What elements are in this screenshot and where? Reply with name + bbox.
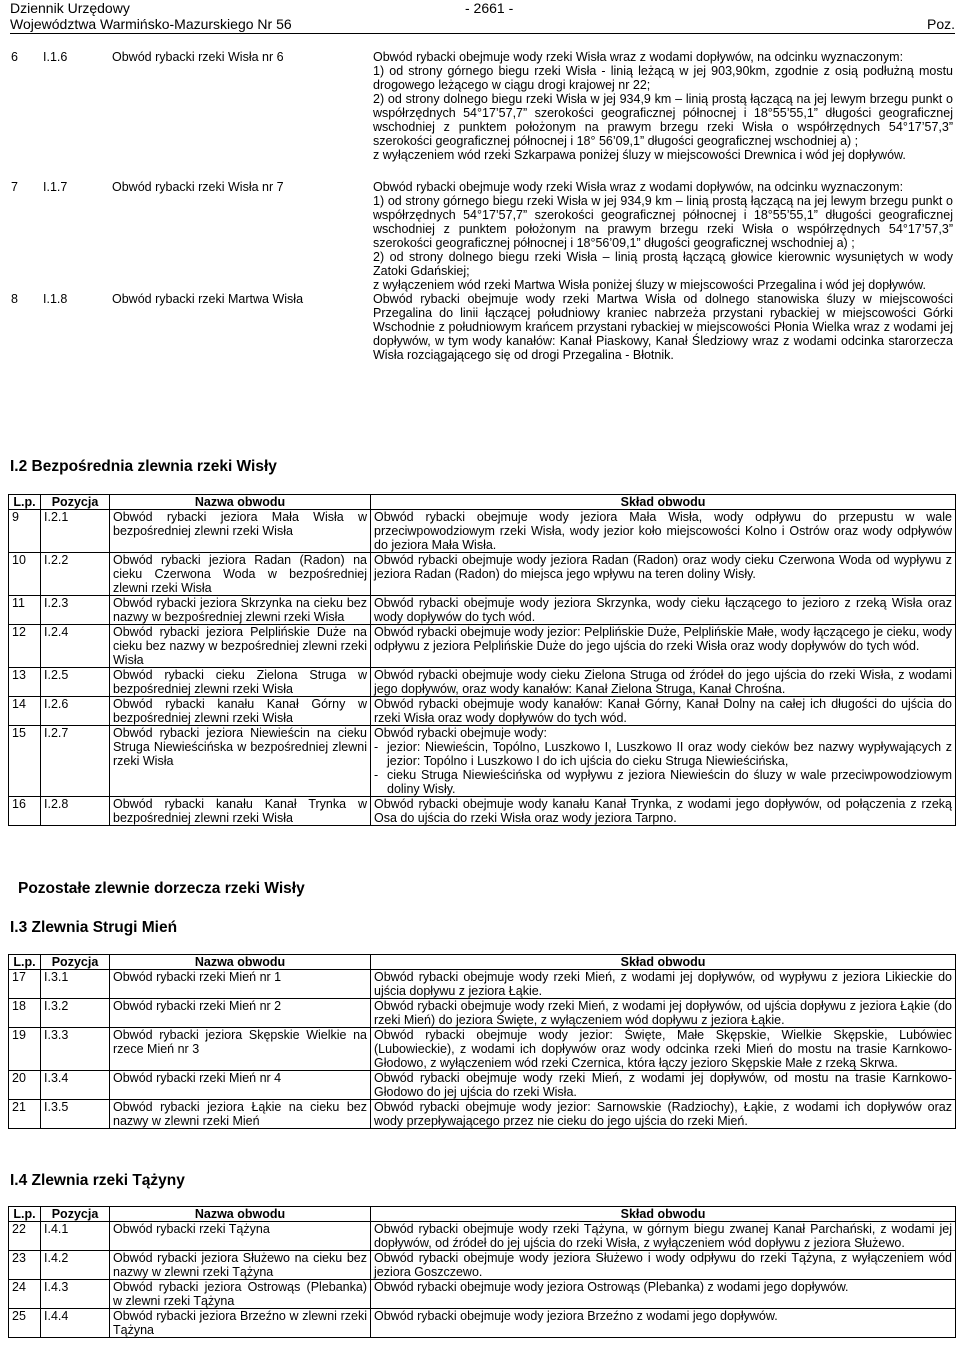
cell-name: Obwód rybacki jeziora Mała Wisła w bezpośredniej zlewni rzeki Wisła — [110, 510, 371, 553]
cell-lp: 25 — [9, 1309, 41, 1338]
cell-pos: I.4.2 — [41, 1251, 110, 1280]
header-name: Nazwa obwodu — [110, 1207, 371, 1222]
cell-pos: I.2.2 — [41, 553, 110, 596]
desc-line: Obwód rybacki obejmuje wody rzeki Wisła wraz z wodami dopływów, na odcinku wyznaczonym: — [373, 180, 904, 194]
desc-line: 2) od strony dolnego biegu rzeki Wisła w jej 934,9 km – linią prostą łączącą na jej lewym brzegu punkt o współrzędnych 54°17’57,7” szerokości geograficznej północnej i 18°55’55,1” długości geograficznej wschodniej z punktem położonym na prawym brzegu rzeki Wisła o współrzędnych 54°17’57,3” szerokości geograficznej północnej i 18° 56’09,1” długości geograficznej wschodniej a) ; — [373, 92, 953, 148]
desc-line: z wyłączeniem wód rzeki Szkarpawa poniżej śluzy w miejscowości Drewnica i wód jej dopływów. — [373, 148, 906, 162]
desc-item: - jezior: Niewieścin, Topólno, Luszkowo I, Luszkowo II oraz wody cieków bez nazwy wypływających z jezior: Topólno i Luszkowo I do ich ujścia do cieku Struga Niewieścińska, — [374, 740, 952, 768]
header-pos: Pozycja — [41, 955, 110, 970]
cell-lp: 22 — [9, 1222, 41, 1251]
cell-pos: I.2.4 — [41, 625, 110, 668]
poz-label: Poz. — [926, 16, 955, 32]
cell-name: Obwód rybacki jeziora Pelplińskie Duże na cieku bez nazwy w bezpośredniej zlewni rzeki Wisła — [110, 625, 371, 668]
journal-title: Dziennik Urzędowy — [10, 0, 130, 16]
cell-name: Obwód rybacki jeziora Służewo na cieku bez nazwy w zlewni rzeki Tążyna — [110, 1251, 371, 1280]
desc-line: 2) od strony dolnego biegu rzeki Wisła – linią prostą łączącą głowice kierownic wysuniętych w wody Zatoki Gdańskiej; — [373, 250, 953, 278]
cell-name: Obwód rybacki kanału Kanał Trynka w bezpośredniej zlewni rzeki Wisła — [110, 797, 371, 826]
section-title-other: Pozostałe zlewnie dorzecza rzeki Wisły — [18, 880, 305, 897]
cell-pos: I.2.6 — [41, 697, 110, 726]
section-title-i4: I.4 Zlewnia rzeki Tążyny — [10, 1172, 185, 1189]
table-row — [9, 1280, 956, 1309]
cell-lp: 18 — [9, 999, 41, 1028]
cell-lp: 14 — [9, 697, 41, 726]
cell-lp: 19 — [9, 1028, 41, 1071]
table-i4 — [8, 1206, 956, 1338]
voivodeship-title: Województwa Warmińsko-Mazurskiego Nr 56 — [10, 16, 292, 32]
table-row — [9, 596, 956, 625]
table-row — [9, 668, 956, 697]
cell-lp: 9 — [9, 510, 41, 553]
table-header-row — [9, 495, 956, 510]
cell-desc — [370, 180, 956, 292]
cell-desc: Obwód rybacki obejmuje wody jeziora Ostrowąs (Plebanka) z wodami jego dopływów. — [371, 1280, 956, 1309]
table-row — [9, 625, 956, 668]
cell-lp: 20 — [9, 1071, 41, 1100]
cell-pos: I.4.1 — [41, 1222, 110, 1251]
header-desc: Skład obwodu — [371, 1207, 956, 1222]
cell-desc: Obwód rybacki obejmuje wody rzeki Mień, z wodami jej dopływów, od wypływu z jeziora Likieckie do ujścia dopływu z jeziora Łąkie. — [371, 970, 956, 999]
desc-intro: Obwód rybacki obejmuje wody: — [374, 726, 547, 740]
table-i1 — [8, 50, 956, 362]
table-row — [9, 1028, 956, 1071]
header-pos: Pozycja — [41, 1207, 110, 1222]
header-name: Nazwa obwodu — [110, 955, 371, 970]
table-row — [9, 1309, 956, 1338]
cell-desc: Obwód rybacki obejmuje wody jezior: Święte, Małe Skępskie, Wielkie Skępskie, Lubówiec (Lubowieckie), z wodami ich dopływów oraz wody odcinka rzeki Mień do mostu na trasie Karnkowo-Głodowo, z wyłączeniem wód rzeki Czernica, która łączy jezioro Skępskie Małe z rzeką Skrwa. — [371, 1028, 956, 1071]
table-row — [9, 1100, 956, 1129]
cell-pos: I.4.4 — [41, 1309, 110, 1338]
table-row — [9, 697, 956, 726]
cell-pos: I.3.4 — [41, 1071, 110, 1100]
cell-lp: 10 — [9, 553, 41, 596]
cell-desc: Obwód rybacki obejmuje wody jeziora Brzeźno z wodami jego dopływów. — [371, 1309, 956, 1338]
desc-line: z wyłączeniem wód rzeki Martwa Wisła poniżej śluzy w miejscowości Przegalina i wód jej dopływów. — [373, 278, 926, 292]
table-i3 — [8, 954, 956, 1129]
cell-name: Obwód rybacki rzeki Mień nr 1 — [110, 970, 371, 999]
cell-lp: 12 — [9, 625, 41, 668]
desc-line: 1) od strony górnego biegu rzeki Wisła w jej 934,9 km – linią prostą łączącą na jej lewym brzegu punkt o współrzędnych 54°17’57,7” szerokości geograficznej północnej i 18°55’55,1” długości geograficznej wschodniej z punktem położonym na prawym brzegu rzeki Wisła o współrzędnych 54°17’57,3” szerokości geograficznej północnej i 18°56’09,1” długości geograficznej wschodniej a) ; — [373, 194, 953, 250]
cell-desc: Obwód rybacki obejmuje wody jezior: Pelplińskie Duże, Pelplińskie Małe, wody łączącego je cieku, wody odpływu z jeziora Pelplińskie Duże do jego ujścia do rzeki Wisła oraz wody dopływów do tych wód. — [371, 625, 956, 668]
cell-desc: Obwód rybacki obejmuje wody rzeki Mień, z wodami jej dopływów, od mostu na trasie Karnkowo-Głodowo do jej ujścia do rzeki Wisła. — [371, 1071, 956, 1100]
cell-name: Obwód rybacki rzeki Tążyna — [110, 1222, 371, 1251]
cell-pos: I.3.1 — [41, 970, 110, 999]
cell-name: Obwód rybacki jeziora Skrzynka na cieku bez nazwy w bezpośredniej zlewni rzeki Wisła — [110, 596, 371, 625]
table-row — [9, 1251, 956, 1280]
cell-name: Obwód rybacki jeziora Łąkie na cieku bez nazwy w zlewni rzeki Mień — [110, 1100, 371, 1129]
cell-desc: Obwód rybacki obejmuje wody jeziora Skrzynka, wody cieku łączącego to jezioro z rzeką Wisła oraz wody dopływów do tych wód. — [371, 596, 956, 625]
desc-item: - cieku Struga Niewieścińska od wypływu z jeziora Niewieścin do śluzy w wale przeciwpowodziowym doliny Wisły. — [374, 768, 952, 796]
table-row — [9, 999, 956, 1028]
header-desc: Skład obwodu — [371, 955, 956, 970]
cell-desc: Obwód rybacki obejmuje wody jezior: Sarnowskie (Radziochy), Łąkie, z wodami ich dopływów oraz wody przepływającego przez nie cieku do jego ujścia do rzeki Mień. — [371, 1100, 956, 1129]
cell-desc: Obwód rybacki obejmuje wody jeziora Radan (Radon) oraz wody cieku Czerwona Woda od wypływu z jeziora Radan (Radon) do miejsca jego wpływu na teren doliny Wisły. — [371, 553, 956, 596]
cell-desc: Obwód rybacki obejmuje wody jeziora Mała Wisła, wody odpływu do przepustu w wale przeciwpowodziowym rzeki Wisła, wody jezior koło miejscowości Kolno i Ostrów oraz wody odpływów do jeziora Mała Wisła. — [371, 510, 956, 553]
header-lp: L.p. — [9, 955, 41, 970]
cell-pos: I.1.6 — [43, 50, 68, 64]
cell-lp: 21 — [9, 1100, 41, 1129]
cell-desc: Obwód rybacki obejmuje wody cieku Zielona Struga od źródeł do jego ujścia do rzeki Wisła, z wodami jego dopływów, oraz wody kanałów: Kanał Zielona Struga, Kanał Chrośna. — [371, 668, 956, 697]
cell-pos: I.3.2 — [41, 999, 110, 1028]
cell-name: Obwód rybacki kanału Kanał Górny w bezpośredniej zlewni rzeki Wisła — [110, 697, 371, 726]
cell-lp: 24 — [9, 1280, 41, 1309]
cell-lp: 13 — [9, 668, 41, 697]
cell-pos: I.2.1 — [41, 510, 110, 553]
cell-desc — [370, 292, 956, 362]
table-row — [8, 50, 956, 180]
cell-pos: I.2.5 — [41, 668, 110, 697]
desc-line: 1) od strony górnego biegu rzeki Wisła - linią leżącą w jej 903,90km, zgodnie z osią podłużną mostu drogowego leżącego w ciągu drogi krajowej nr 22; — [373, 64, 953, 92]
header-lp: L.p. — [9, 495, 41, 510]
table-row — [9, 726, 956, 797]
table-row — [8, 180, 956, 292]
cell-desc: Obwód rybacki obejmuje wody rzeki Mień, z wodami jej dopływów, od ujścia dopływu z jeziora Łąkie (do rzeki Mień) do jeziora Święte, z wyłączeniem wód dopływu z jeziora Łąkie. — [371, 999, 956, 1028]
cell-desc: Obwód rybacki obejmuje wody jeziora Służewo i wody odpływu do rzeki Tążyna, z wyłączeniem wód jeziora Goszczewo. — [371, 1251, 956, 1280]
desc-line: Obwód rybacki obejmuje wody rzeki Wisła wraz z wodami dopływów, na odcinku wyznaczonym: — [373, 50, 904, 64]
cell-name: Obwód rybacki rzeki Mień nr 2 — [110, 999, 371, 1028]
cell-name: Obwód rybacki rzeki Mień nr 4 — [110, 1071, 371, 1100]
table-row — [9, 797, 956, 826]
cell-desc — [371, 726, 956, 797]
cell-name: Obwód rybacki jeziora Skępskie Wielkie na rzece Mień nr 3 — [110, 1028, 371, 1071]
table-header-row — [9, 1207, 956, 1222]
header-pos: Pozycja — [41, 495, 110, 510]
table-i2 — [8, 494, 956, 826]
cell-pos: I.2.8 — [41, 797, 110, 826]
table-row — [8, 292, 956, 362]
cell-name: Obwód rybacki jeziora Radan (Radon) na cieku Czerwona Woda w bezpośredniej zlewni rzeki Wisła — [110, 553, 371, 596]
cell-lp: 8 — [11, 292, 18, 306]
cell-name: Obwód rybacki jeziora Brzeźno w zlewni rzeki Tążyna — [110, 1309, 371, 1338]
cell-pos: I.2.3 — [41, 596, 110, 625]
table-row — [9, 1222, 956, 1251]
section-title-i2: I.2 Bezpośrednia zlewnia rzeki Wisły — [10, 458, 277, 475]
cell-lp: 6 — [11, 50, 18, 64]
cell-pos: I.1.7 — [43, 180, 68, 194]
cell-name: Obwód rybacki cieku Zielona Struga w bezpośredniej zlewni rzeki Wisła — [110, 668, 371, 697]
cell-desc: Obwód rybacki obejmuje wody kanałów: Kanał Górny, Kanał Dolny na całej ich długości do ujścia do rzeki Wisła oraz wody dopływów do tych wód. — [371, 697, 956, 726]
section-title-i3: I.3 Zlewnia Strugi Mień — [10, 919, 178, 936]
header-desc: Skład obwodu — [371, 495, 956, 510]
table-row — [9, 970, 956, 999]
cell-lp: 23 — [9, 1251, 41, 1280]
cell-pos: I.3.5 — [41, 1100, 110, 1129]
header-lp: L.p. — [9, 1207, 41, 1222]
page-number: - 2661 - — [465, 0, 514, 16]
cell-desc: Obwód rybacki obejmuje wody kanału Kanał Trynka, z wodami jego dopływów, od połączenia z rzeką Osa do ujścia do rzeki Wisła oraz wody jeziora Tarpno. — [371, 797, 956, 826]
cell-name: Obwód rybacki rzeki Wisła nr 6 — [112, 50, 284, 64]
table-row — [9, 553, 956, 596]
table-header-row — [9, 955, 956, 970]
cell-lp: 7 — [11, 180, 18, 194]
cell-pos: I.1.8 — [43, 292, 68, 306]
cell-name: Obwód rybacki jeziora Niewieścin na cieku Struga Niewieścińska w bezpośredniej zlewni rzeki Wisła — [110, 726, 371, 797]
cell-desc — [370, 50, 956, 180]
cell-lp: 17 — [9, 970, 41, 999]
cell-lp: 11 — [9, 596, 41, 625]
header-name: Nazwa obwodu — [110, 495, 371, 510]
cell-lp: 15 — [9, 726, 41, 797]
cell-pos: I.4.3 — [41, 1280, 110, 1309]
cell-pos: I.2.7 — [41, 726, 110, 797]
cell-name: Obwód rybacki rzeki Wisła nr 7 — [112, 180, 284, 194]
cell-pos: I.3.3 — [41, 1028, 110, 1071]
cell-name: Obwód rybacki jeziora Ostrowąs (Plebanka) w zlewni rzeki Tążyna — [110, 1280, 371, 1309]
page-header — [10, 0, 955, 34]
cell-lp: 16 — [9, 797, 41, 826]
desc-line: Obwód rybacki obejmuje wody rzeki Martwa Wisła od dolnego stanowiska śluzy w miejscowości Przegalina do linii łączącej południowy kraniec nabrzeża przystani rybackiej w miejscowości Górki Wschodnie z południowym krańcem przystani rybackiej w miejscowości Płonia Wielka wraz z wodami jej dopływów, w tym wody kanałów: Kanał Piaskowy, Kanał Śledziowy wraz z wodami odcinka starorzecza Wisła rozciągającego się od drogi Przegalina - Błotnik. — [373, 292, 953, 362]
cell-name: Obwód rybacki rzeki Martwa Wisła — [112, 292, 304, 306]
table-row — [9, 1071, 956, 1100]
cell-desc: Obwód rybacki obejmuje wody rzeki Tążyna, w górnym biegu zwanej Kanał Parchański, z wodami jej dopływów, od źródeł do jej ujścia do rzeki Wisła, z wyłączeniem wód dopływu z jeziora Służewo. — [371, 1222, 956, 1251]
table-row — [9, 510, 956, 553]
